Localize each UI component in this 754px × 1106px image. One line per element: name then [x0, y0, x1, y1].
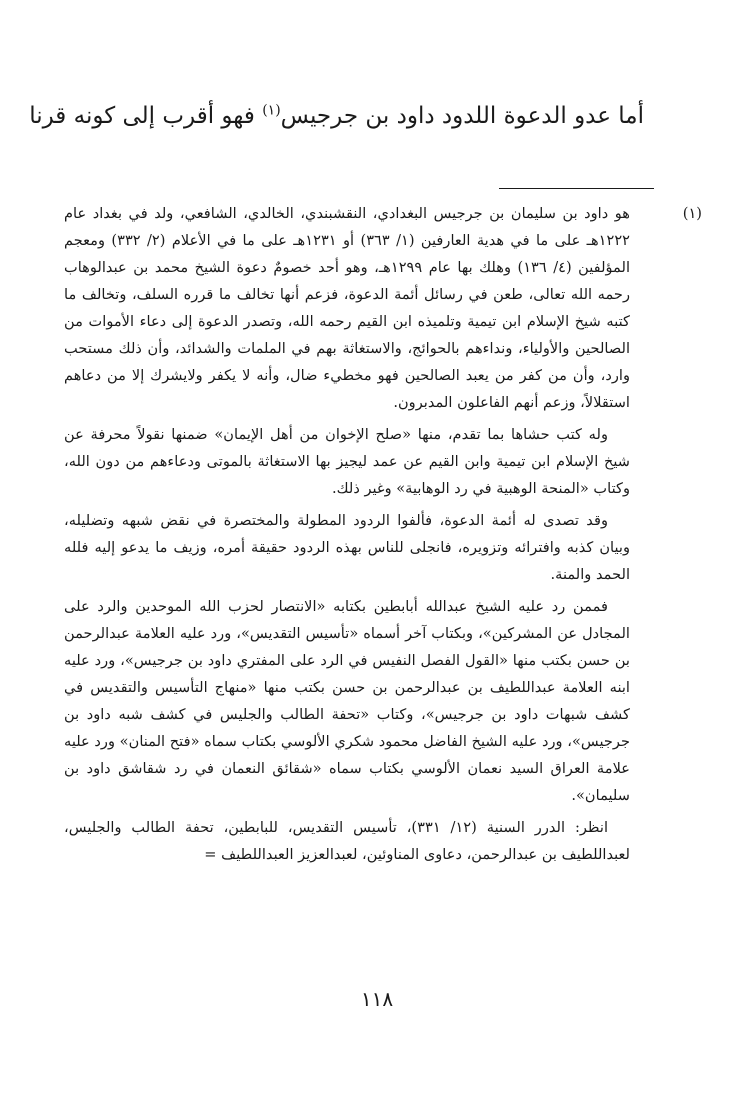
footnote-paragraph-biography: هو داود بن سليمان بن جرجيس البغدادي، النقشبندي، الخالدي، الشافعي، ولد في بغداد عام ١٢٢٢هـ على ما في هدية العارفين (١/ ٣٦٣) أو ١٢٣١هـ على ما في الأعلام (٢/ ٣٣٢) ومعجم المؤلفين (٤/ ١٣٦) وهلك بها عام ١٢٩٩هـ، وهو أحد خصومٌ دعوة الشيخ محمد بن عبدالوهاب رحمه الله تعالى، طعن في رسائل أئمة الدعوة، فزعم أنها تخالف ما قرره السلف، وتخالف ما كتبه شيخ الإسلام ابن تيمية وتلميذه ابن القيم رحمه الله، وتصدر الدعوة إلى دعاء الأموات من الصالحين والأولياء، ونداءهم بالحوائج، والاستغاثة بهم في الملمات والشدائد، وأن ذلك مستحب وارد، وأن من كفر من يعبد الصالحين فهو مخطيء ضال، وأنه لا يكفر ولايشرك إلا من دعاهم استقلالاً، وزعم أنهم الفاعلون المدبرون. — [64, 205, 631, 411]
main-text-before-ref: أما عدو الدعوة اللدود داود بن جرجيس — [280, 103, 644, 129]
footnote-paragraph-refuters: فممن رد عليه الشيخ عبدالله أبابطين بكتابه «الانتصار لحزب الله الموحدين والرد على المجادل عن المشركين»، وبكتاب آخر أسماه «تأسيس التقديس»، ورد عليه العلامة عبدالرحمن بن حسن بكتب منها «القول الفصل النفيس في الرد على المفتري داود بن جرجيس»، ورد عليه ابنه العلامة عبداللطيف بن عبدالرحمن بن حسن بكتب منها «منهاج التأسيس والتقديس في كشف شبهات داود بن جرجيس»، وكتاب «تحفة الطالب والجليس في كشف شبه داود بن جرجيس»، ورد عليه الشيخ الفاضل محمود شكري الألوسي بكتاب سماه «فتح المنان» ورد عليه علامة العراق السيد نعمان الألوسي بكتاب سماه «شقائق النعمان في رد شقاشق داود بن سليمان». — [64, 598, 630, 804]
page-number: ١١٨ — [360, 987, 394, 1011]
footnote-paragraph-books: وله كتب حشاها بما تقدم، منها «صلح الإخوان من أهل الإيمان» ضمنها نقولاً محرفة عن شيخ الإسلام ابن تيمية وابن القيم عن عمد ليجيز بها الاستغاثة بالموتى ودعاءهم من دون الله، وكتاب «المنحة الوهبية في رد الوهابية» وغير ذلك. — [64, 426, 630, 497]
main-text-after-ref: فهو أقرب إلى كونه قرنا — [29, 103, 263, 129]
footnote-separator — [499, 188, 654, 189]
footnote-marker: (١) — [682, 205, 702, 222]
footnote-paragraph-sources: انظر: الدرر السنية (١٢/ ٣٣١)، تأسيس التقديس، للبابطين، تحفة الطالب والجليس، لعبداللطيف بن عبدالرحمن، دعاوى المناوئين، لعبدالعزيز العبداللطيف = — [64, 819, 630, 863]
footnote-paragraph-rebuttals: وقد تصدى له أئمة الدعوة، فألفوا الردود المطولة والمختصرة في نقض شبهه وتضليله، وبيان كذبه وافترائه وتزويره، فانجلى للناس بهذه الردود حقيقة أمره، وزيف ما يدعو إليه فلله الحمد والمنة. — [64, 512, 630, 583]
footnote-reference: (١) — [262, 102, 281, 119]
main-text-line — [29, 96, 644, 136]
footnote — [64, 200, 704, 873]
footnote-body — [64, 200, 630, 868]
